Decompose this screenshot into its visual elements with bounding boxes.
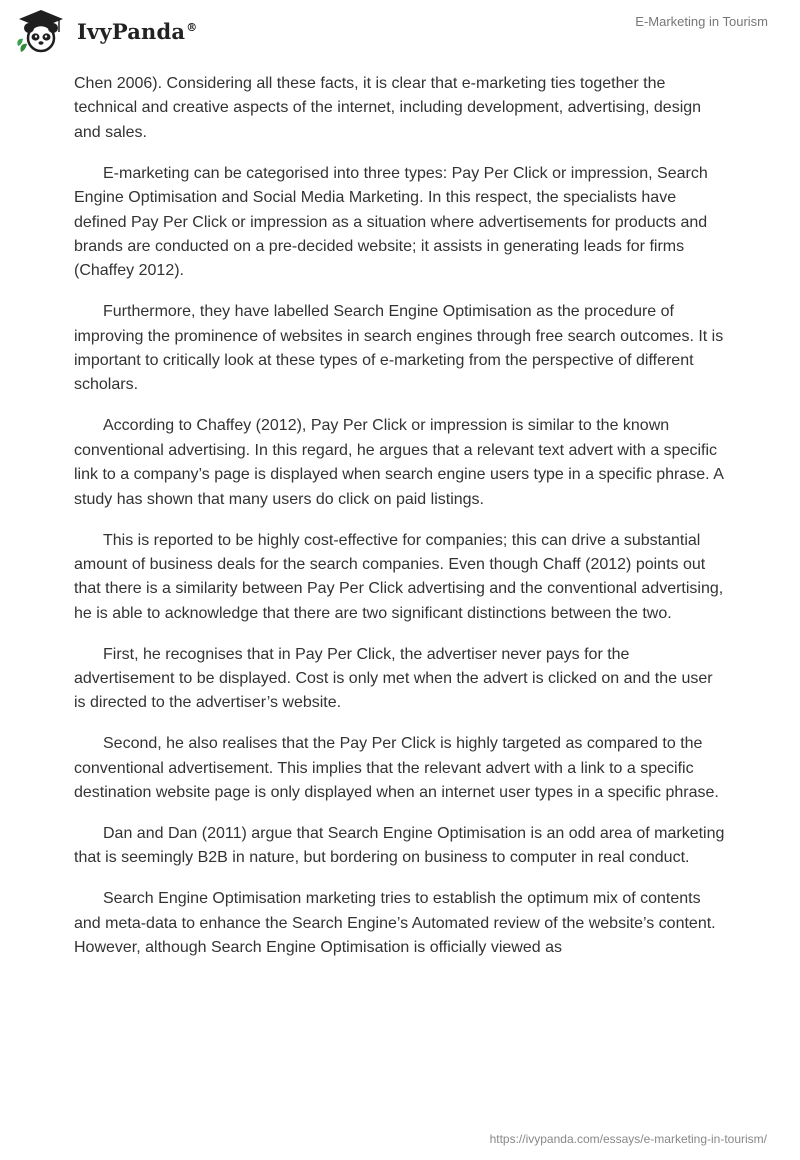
document-title: E-Marketing in Tourism	[635, 14, 768, 29]
paragraph: Search Engine Optimisation marketing tries to establish the optimum mix of contents and meta-data to enhance the Search Engine’s Automated review of the website’s content. However, although Search Engine Optimisation is officially viewed as	[74, 890, 716, 957]
paragraph: Dan and Dan (2011) argue that Search Engine Optimisation is an odd area of marketing that is seemingly B2B in nature, but bordering on business to computer in real conduct.	[74, 825, 725, 867]
paragraph: E-marketing can be categorised into three types: Pay Per Click or impression, Search Engine Optimisation and Social Media Marketing. In this respect, the specialists have defined Pay Per Click or impression as a situation where advertisements for products and brands are conducted on a pre-decided website; it assists in generating leads for firms (Chaffey 2012).	[74, 164, 708, 280]
essay-body	[74, 72, 726, 977]
paragraph: Chen 2006). Considering all these facts, it is clear that e-marketing ties together the technical and creative aspects of the internet, including development, advertising, design and sales.	[74, 75, 702, 141]
paragraph: According to Chaffey (2012), Pay Per Click or impression is similar to the known conventional advertising. In this regard, he argues that a relevant text advert with a specific link to a company’s page is displayed when search engine users type in a specific phrase. A study has shown that many users do click on paid listings.	[74, 417, 723, 508]
brand-name	[77, 19, 197, 44]
brand-name-text: IvyPanda	[77, 18, 186, 44]
source-url[interactable]: https://ivypanda.com/essays/e-marketing-in-tourism/	[489, 1132, 767, 1146]
panda-graduate-icon	[15, 8, 67, 54]
paragraph: First, he recognises that in Pay Per Click, the advertiser never pays for the advertisement to be displayed. Cost is only met when the advert is clicked on and the user is directed to the advertiser’s website.	[74, 645, 713, 712]
paragraph: This is reported to be highly cost-effective for companies; this can drive a substantial amount of business deals for the search companies. Even though Chaff (2012) points out that there is a similarity between Pay Per Click advertising and the conventional advertising, he is able to acknowledge that there are two significant distinctions between the two.	[74, 531, 724, 622]
paragraph: Second, he also realises that the Pay Per Click is highly targeted as compared to the conventional advertisement. This implies that the relevant advert with a link to a specific destination website page is only displayed when an internet user types in a specific phrase.	[74, 735, 719, 802]
paragraph: Furthermore, they have labelled Search Engine Optimisation as the procedure of improving the prominence of websites in search engines through free search outcomes. It is important to critically look at these types of e-marketing from the perspective of different scholars.	[74, 303, 724, 394]
ivypanda-logo[interactable]	[15, 8, 197, 54]
page-header	[0, 0, 800, 70]
registered-mark: ®	[186, 20, 198, 34]
